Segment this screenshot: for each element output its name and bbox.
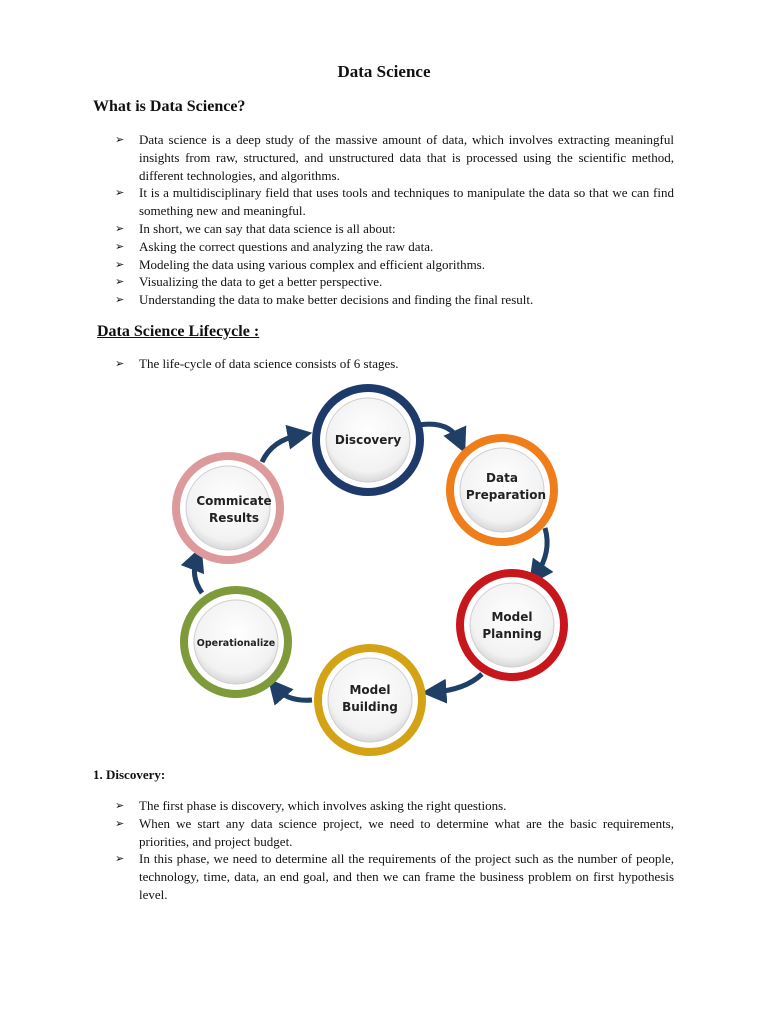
list-item: ➢ Understanding the data to make better decisions and finding the final result. [115,292,534,308]
cycle-arrow [418,424,460,442]
list-item: ➢ When we start any data science project, we need to determine what are the basic requirements, priorities, and project budget. [115,815,674,849]
stage-data-preparation [450,438,554,542]
stage-label: Preparation [465,488,547,502]
arrow-bullet-icon: ➢ [115,852,125,866]
lifecycle-diagram [160,380,580,760]
stage-label: Model [491,610,533,624]
stage-label: Commicate [196,494,272,508]
arrow-bullet-icon: ➢ [115,133,125,146]
arrow-bullet-icon: ➢ [115,257,125,271]
bullet-list-what-is [115,131,674,309]
stage-communicate-results [176,456,280,560]
stage-label: Operationalize [196,638,276,649]
list-item: ➢ Modeling the data using various complex and efficient algorithms. [115,256,485,272]
list-item: ➢ It is a multidisciplinary field that uses tools and techniques to manipulate the data so that we can find something new and meaningful. [115,185,674,219]
list-item: ➢ Data science is a deep study of the massive amount of data, which involves extracting meaningful insights from raw, structured, and unstructured data that is processed using the scientific method, different technologies, and algorithms. [115,132,674,183]
arrow-bullet-icon: ➢ [115,357,125,370]
list-item: ➢ Visualizing the data to get a better perspective. [115,274,383,290]
arrow-bullet-icon: ➢ [115,221,125,235]
list-item: ➢ In short, we can say that data science is all about: [115,220,396,236]
stage-discovery [316,388,420,492]
list-item: ➢ The life-cycle of data science consists of 6 stages. [115,356,399,371]
stage-label: Data [486,471,518,485]
arrow-bullet-icon: ➢ [115,275,125,289]
list-item: ➢ The first phase is discovery, which involves asking the right questions. [115,798,507,813]
arrow-bullet-icon: ➢ [115,799,125,812]
list-item: ➢ In this phase, we need to determine all the requirements of the project such as the number of people, technology, time, data, an end goal, and then we can frame the business problem on first hypothesis level. [115,851,674,902]
stage-label: Model [349,683,391,697]
stage-operationalize [184,590,288,694]
arrow-bullet-icon: ➢ [115,239,125,253]
cycle-arrow [262,435,300,462]
cycle-arrow [276,688,312,700]
cycle-arrow [194,558,202,593]
section-heading-lifecycle: Data Science Lifecycle : [97,323,260,340]
arrow-bullet-icon: ➢ [115,186,125,200]
bullet-list-lifecycle [115,355,674,373]
arrow-bullet-icon: ➢ [115,816,125,830]
stage-model-building [318,648,422,752]
section-heading-what-is-data-science: What is Data Science? [93,98,246,115]
bullet-list-discovery [115,797,674,904]
cycle-arrow [434,674,482,692]
stage-label: Planning [482,627,542,641]
stage-label: Building [342,700,398,714]
section-heading-discovery: 1. Discovery: [93,767,166,782]
cycle-arrow [536,528,547,575]
list-item: ➢ Asking the correct questions and analyzing the raw data. [115,238,434,254]
arrow-bullet-icon: ➢ [115,293,125,307]
stage-label: Results [208,511,260,525]
stage-model-planning [460,573,564,677]
page-title: Data Science [337,62,431,81]
stage-label: Discovery [334,433,402,447]
